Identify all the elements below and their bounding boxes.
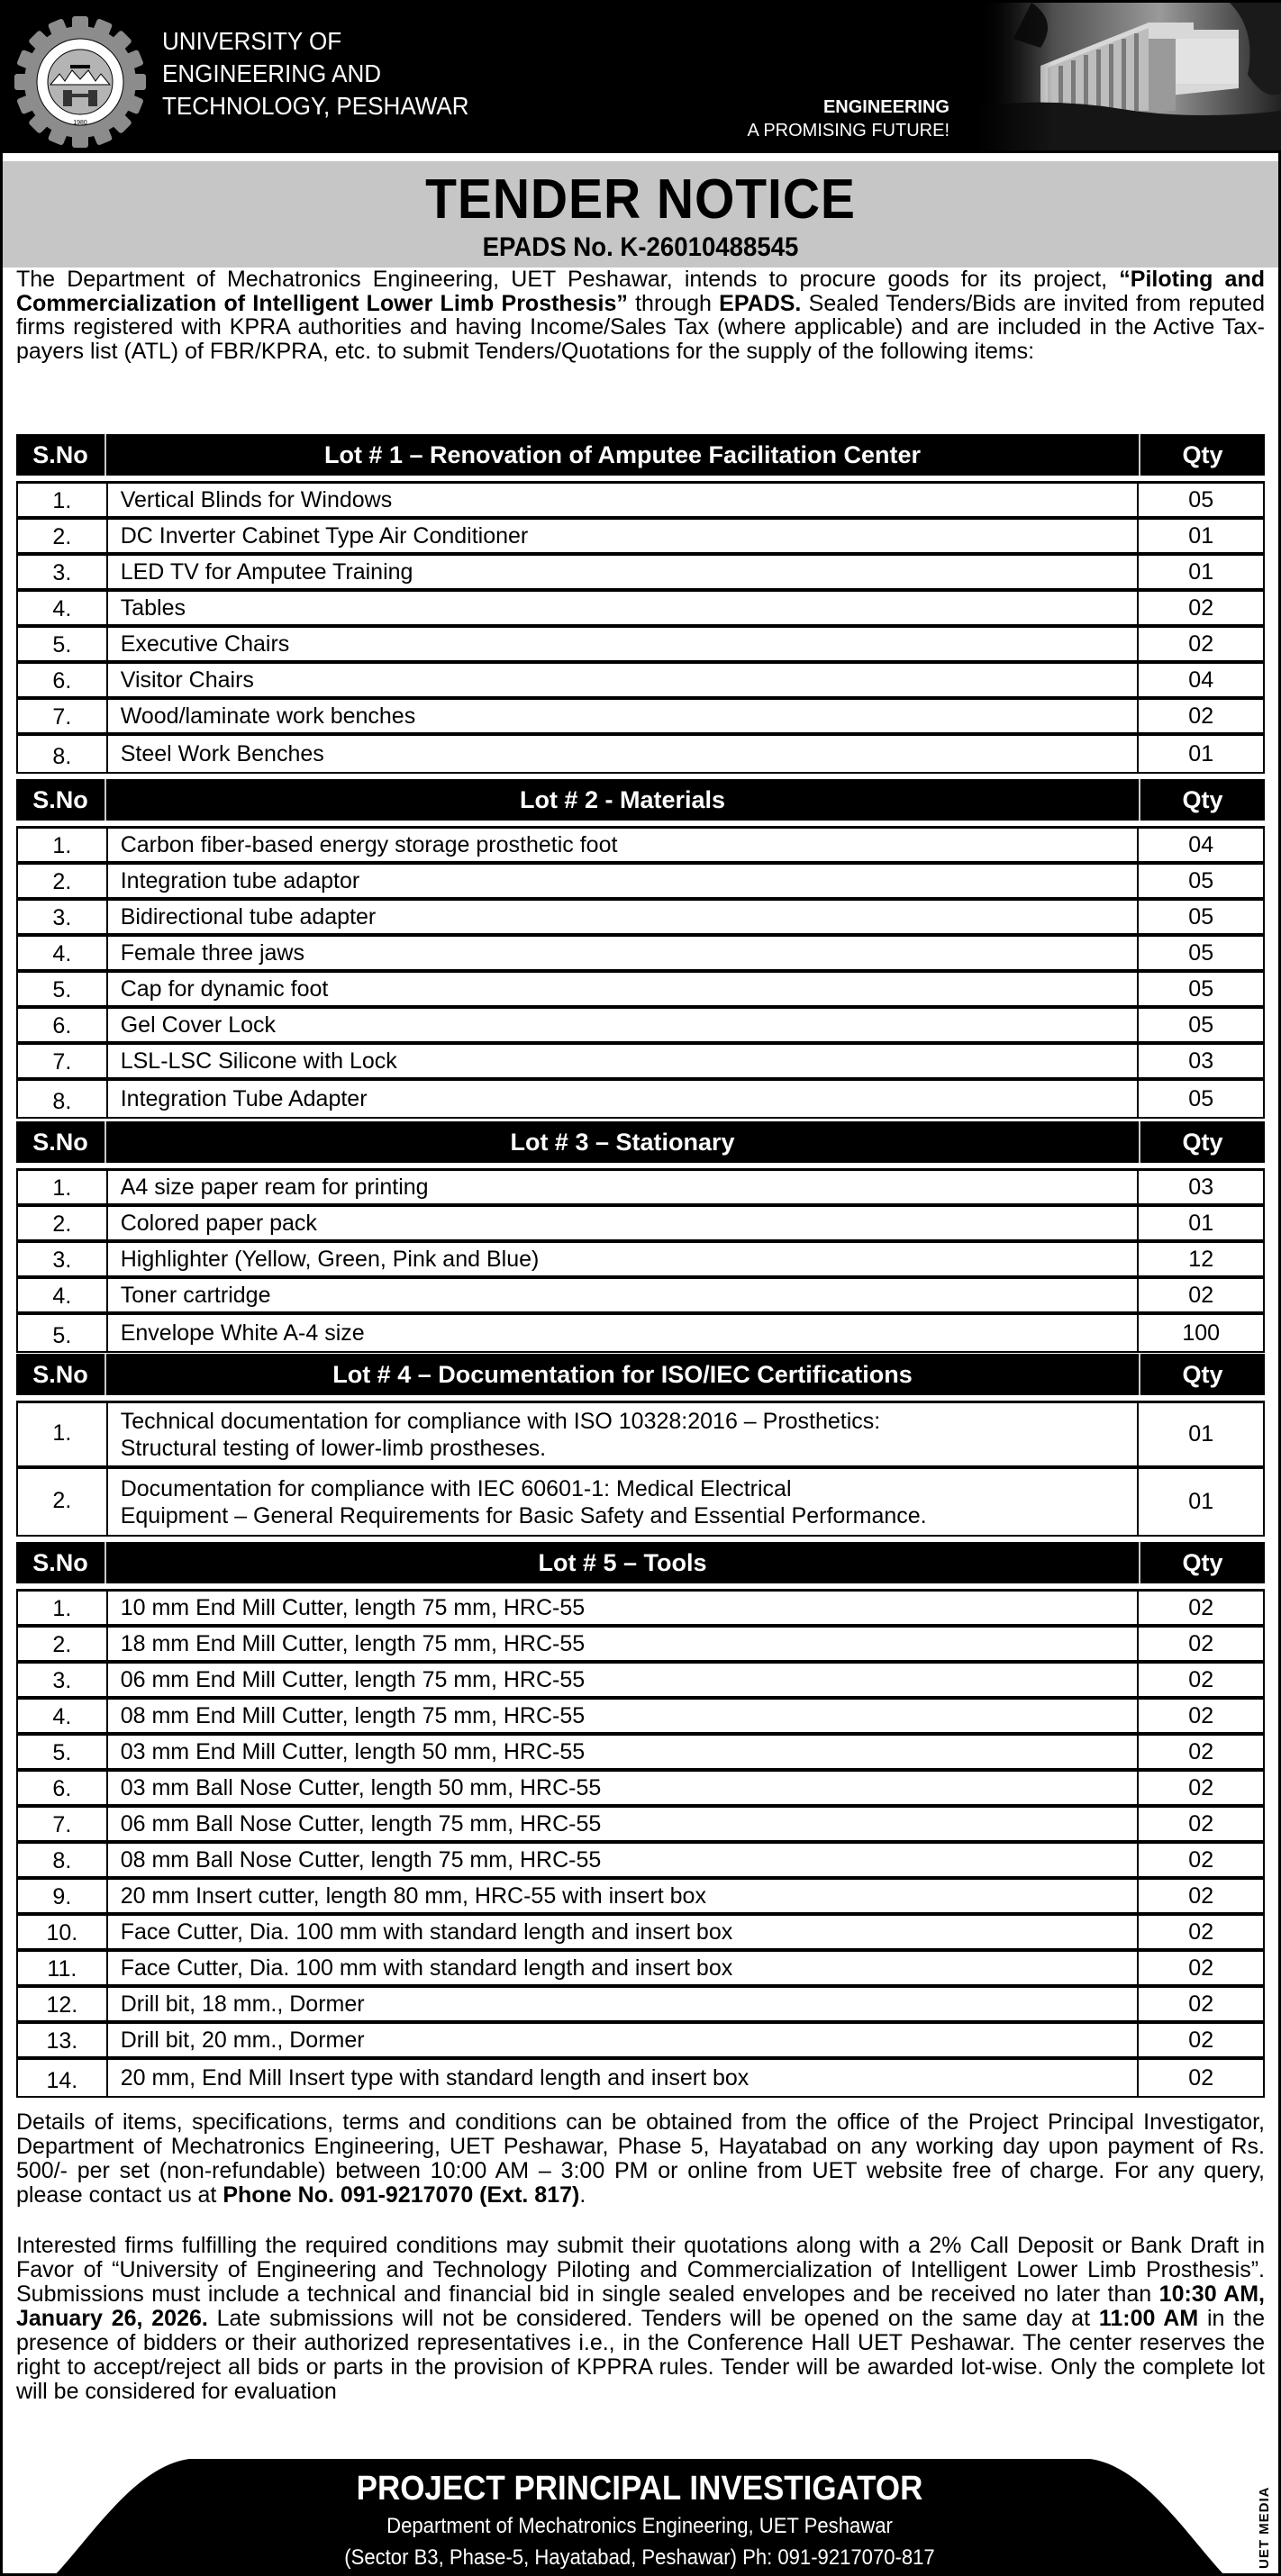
item-description: Vertical Blinds for Windows <box>108 484 1140 516</box>
item-qty: 02 <box>1188 1702 1214 1728</box>
item-description-line: Structural testing of lower-limb prostheses. <box>120 1435 547 1461</box>
lot-table-header <box>16 1542 1265 1583</box>
lot-table-header <box>16 434 1265 476</box>
submission-text: Interested firms fulfilling the required conditions may submit their quotations along with a 2% Call Deposit or Bank Draft in Favor of “University of Engineering and Technology Piloting and Commercialization of Intelligent Lower Limb Prosthesis”. Submissions must include a technical and financial bid in single sealed envelopes and be received no later than <box>16 2233 1265 2307</box>
lot-table <box>16 434 1265 774</box>
item-sno: 1. <box>18 829 108 861</box>
item-description: Steel Work Benches <box>108 736 1140 772</box>
item-qty: 05 <box>1188 867 1214 893</box>
item-sno: 3. <box>18 1664 108 1696</box>
table-row <box>18 1045 1263 1081</box>
lot-table-body <box>16 1401 1265 1537</box>
footer-banner <box>54 2448 1225 2576</box>
logo-year: 1980 <box>73 120 87 126</box>
item-qty: 01 <box>1188 558 1214 585</box>
item-description: Tables <box>108 592 1140 624</box>
item-description: 03 mm Ball Nose Cutter, length 50 mm, HRC-55 <box>108 1772 1140 1804</box>
contact-phone: Phone No. 091-9217070 (Ext. 817) <box>223 2182 580 2208</box>
item-description: Executive Chairs <box>108 628 1140 660</box>
footer-address: (Sector B3, Phase-5, Hayatabad, Peshawar) Ph: 091-9217070-817 <box>344 2545 935 2570</box>
footer-title: PROJECT PRINCIPAL INVESTIGATOR <box>356 2470 923 2508</box>
table-row <box>18 829 1263 865</box>
item-sno: 4. <box>18 937 108 969</box>
item-sno: 2. <box>18 1469 108 1535</box>
item-description: Gel Cover Lock <box>108 1009 1140 1041</box>
item-description: A4 size paper ream for printing <box>108 1171 1140 1203</box>
table-row <box>18 1880 1263 1916</box>
item-sno: 3. <box>18 901 108 933</box>
item-description: Envelope White A-4 size <box>108 1315 1140 1351</box>
item-qty: 02 <box>1188 1810 1214 1837</box>
item-sno: 2. <box>18 520 108 552</box>
item-description: Bidirectional tube adapter <box>108 901 1140 933</box>
lot-table-header <box>16 779 1265 821</box>
table-row <box>18 664 1263 700</box>
table-row <box>18 1171 1263 1207</box>
slogan <box>748 95 949 142</box>
table-row <box>18 1844 1263 1880</box>
slogan-line-1: ENGINEERING <box>822 97 949 117</box>
item-description: LED TV for Amputee Training <box>108 556 1140 588</box>
item-sno: 1. <box>18 1171 108 1203</box>
header-qty: Qty <box>1140 1121 1265 1163</box>
slogan-line-2: A PROMISING FUTURE! <box>747 121 949 141</box>
lot-table <box>16 1121 1265 1353</box>
item-description: Integration Tube Adapter <box>108 1081 1140 1117</box>
submission-text: Late submissions will not be considered. Tenders will be opened on the same day at <box>207 2306 1099 2331</box>
table-row <box>18 937 1263 973</box>
table-row <box>18 1315 1263 1351</box>
item-description: Face Cutter, Dia. 100 mm with standard length and insert box <box>108 1952 1140 1984</box>
lot-title: Lot # 1 – Renovation of Amputee Facilitation Center <box>106 434 1140 476</box>
item-description: 18 mm End Mill Cutter, length 75 mm, HRC-55 <box>108 1628 1140 1660</box>
item-sno: 8. <box>18 736 108 772</box>
table-row <box>18 1664 1263 1700</box>
table-row <box>18 1243 1263 1279</box>
header-sno: S.No <box>16 1542 106 1583</box>
item-description: Visitor Chairs <box>108 664 1140 696</box>
lot-table-body <box>16 826 1265 1119</box>
table-row <box>18 1916 1263 1952</box>
table-row <box>18 1628 1263 1664</box>
table-row <box>18 556 1263 592</box>
item-qty: 02 <box>1188 1738 1214 1764</box>
item-qty: 05 <box>1188 903 1214 930</box>
item-description <box>108 1403 1140 1465</box>
item-qty: 02 <box>1188 1774 1214 1800</box>
item-description: 06 mm Ball Nose Cutter, length 75 mm, HRC-55 <box>108 1808 1140 1840</box>
item-description: Toner cartridge <box>108 1279 1140 1311</box>
item-sno: 3. <box>18 1243 108 1275</box>
item-sno: 7. <box>18 700 108 732</box>
item-qty: 05 <box>1188 939 1214 966</box>
item-description: Face Cutter, Dia. 100 mm with standard length and insert box <box>108 1916 1140 1948</box>
lot-title: Lot # 2 - Materials <box>106 779 1140 821</box>
lot-table <box>16 1354 1265 1537</box>
table-row <box>18 736 1263 772</box>
page-title: TENDER NOTICE <box>425 168 856 231</box>
item-qty: 05 <box>1188 1085 1214 1111</box>
item-sno: 3. <box>18 556 108 588</box>
item-description: 08 mm End Mill Cutter, length 75 mm, HRC-55 <box>108 1700 1140 1732</box>
item-sno: 4. <box>18 1700 108 1732</box>
item-description: 10 mm End Mill Cutter, length 75 mm, HRC-55 <box>108 1592 1140 1624</box>
header-qty: Qty <box>1140 1542 1265 1583</box>
table-row <box>18 2060 1263 2096</box>
lot-title: Lot # 3 – Stationary <box>106 1121 1140 1163</box>
item-sno: 4. <box>18 1279 108 1311</box>
university-logo-icon <box>13 14 148 150</box>
item-qty: 02 <box>1188 1630 1214 1656</box>
item-qty: 05 <box>1188 486 1214 512</box>
item-qty: 02 <box>1188 594 1214 621</box>
item-sno: 5. <box>18 1315 108 1351</box>
table-row <box>18 592 1263 628</box>
item-sno: 6. <box>18 664 108 696</box>
item-qty: 03 <box>1188 1048 1214 1074</box>
university-name-line: ENGINEERING AND <box>162 59 382 87</box>
item-description: Cap for dynamic foot <box>108 973 1140 1005</box>
lot-table <box>16 779 1265 1119</box>
header-sno: S.No <box>16 1354 106 1395</box>
header-qty: Qty <box>1140 434 1265 476</box>
item-description: Carbon fiber-based energy storage prosthetic foot <box>108 829 1140 861</box>
lot-table-header <box>16 1354 1265 1395</box>
table-row <box>18 700 1263 736</box>
item-description: Wood/laminate work benches <box>108 700 1140 732</box>
table-row <box>18 1469 1263 1535</box>
item-qty: 05 <box>1188 1011 1214 1038</box>
item-sno: 7. <box>18 1808 108 1840</box>
details-end: . <box>579 2182 586 2208</box>
item-qty: 02 <box>1188 1991 1214 2017</box>
table-row <box>18 1403 1263 1469</box>
item-qty: 01 <box>1188 1210 1214 1236</box>
item-qty: 01 <box>1188 1421 1214 1447</box>
item-qty: 02 <box>1188 1594 1214 1620</box>
campus-building-photo <box>977 3 1281 150</box>
header-sno: S.No <box>16 434 106 476</box>
lot-title: Lot # 4 – Documentation for ISO/IEC Certifications <box>106 1354 1140 1395</box>
table-row <box>18 1592 1263 1628</box>
details-paragraph <box>16 2110 1265 2208</box>
footer-department: Department of Mechatronics Engineering, UET Peshawar <box>386 2514 893 2538</box>
item-description: Drill bit, 20 mm., Dormer <box>108 2024 1140 2056</box>
item-qty: 05 <box>1188 975 1214 1002</box>
item-sno: 6. <box>18 1009 108 1041</box>
submission-text: in the presence of bidders or their authorized representatives i.e., in the Conference Hall UET Peshawar. The center reserves the right to accept/reject all bids or parts in the provision of KPPRA rules. Tender will be awarded lot-wise. Only the complete lot will be considered for evaluation <box>16 2306 1265 2404</box>
submission-deadline: 10:30 AM, January 26, 2026. <box>16 2281 1265 2331</box>
opening-time: 11:00 AM <box>1098 2306 1199 2331</box>
item-description: Integration tube adaptor <box>108 865 1140 897</box>
table-row <box>18 520 1263 556</box>
table-row <box>18 2024 1263 2060</box>
item-qty: 04 <box>1188 831 1214 857</box>
item-qty: 03 <box>1188 1174 1214 1200</box>
item-description: Female three jaws <box>108 937 1140 969</box>
item-qty: 02 <box>1188 1282 1214 1308</box>
item-description-line: Technical documentation for compliance with ISO 10328:2016 – Prosthetics: <box>120 1408 881 1434</box>
table-row <box>18 1952 1263 1988</box>
table-row <box>18 1279 1263 1315</box>
item-qty: 100 <box>1182 1320 1221 1346</box>
item-description: 20 mm Insert cutter, length 80 mm, HRC-55 with insert box <box>108 1880 1140 1912</box>
item-description: 08 mm Ball Nose Cutter, length 75 mm, HRC-55 <box>108 1844 1140 1876</box>
table-row <box>18 1207 1263 1243</box>
item-sno: 5. <box>18 1736 108 1768</box>
table-row <box>18 901 1263 937</box>
project-name: “Piloting and Commercialization of Intelligent Lower Limb Prosthesis” <box>16 267 1265 316</box>
item-description: 03 mm End Mill Cutter, length 50 mm, HRC-55 <box>108 1736 1140 1768</box>
item-qty: 02 <box>1188 1666 1214 1692</box>
header-banner <box>0 0 1281 153</box>
uet-media-credit: UET MEDIA <box>1257 2486 1272 2569</box>
item-sno: 2. <box>18 1207 108 1239</box>
item-description: DC Inverter Cabinet Type Air Conditioner <box>108 520 1140 552</box>
lot-title: Lot # 5 – Tools <box>106 1542 1140 1583</box>
item-qty: 02 <box>1188 1955 1214 1981</box>
item-sno: 9. <box>18 1880 108 1912</box>
item-description: 06 mm End Mill Cutter, length 75 mm, HRC-55 <box>108 1664 1140 1696</box>
submission-paragraph <box>16 2234 1265 2404</box>
item-sno: 1. <box>18 1403 108 1465</box>
table-row <box>18 484 1263 520</box>
item-description: Colored paper pack <box>108 1207 1140 1239</box>
lot-table-header <box>16 1121 1265 1163</box>
table-row <box>18 1009 1263 1045</box>
item-sno: 11. <box>18 1952 108 1984</box>
title-band <box>3 161 1278 268</box>
item-sno: 8. <box>18 1844 108 1876</box>
item-description: LSL-LSC Silicone with Lock <box>108 1045 1140 1077</box>
item-sno: 2. <box>18 865 108 897</box>
item-qty: 02 <box>1188 630 1214 657</box>
item-sno: 12. <box>18 1988 108 2020</box>
epads-number: EPADS No. K-26010488545 <box>482 232 799 262</box>
lot-table-body <box>16 1168 1265 1353</box>
item-sno: 1. <box>18 1592 108 1624</box>
header-qty: Qty <box>1140 1354 1265 1395</box>
item-qty: 02 <box>1188 1846 1214 1873</box>
item-description: Highlighter (Yellow, Green, Pink and Blue) <box>108 1243 1140 1275</box>
item-description-line: Equipment – General Requirements for Basic Safety and Essential Performance. <box>120 1502 927 1528</box>
table-row <box>18 973 1263 1009</box>
header-sno: S.No <box>16 779 106 821</box>
item-qty: 01 <box>1188 522 1214 549</box>
item-qty: 01 <box>1188 740 1214 766</box>
item-sno: 5. <box>18 973 108 1005</box>
table-row <box>18 1736 1263 1772</box>
item-description <box>108 1469 1140 1535</box>
intro-text: The Department of Mechatronics Engineering, UET Peshawar, intends to procure goods for its project, <box>16 267 1120 292</box>
table-row <box>18 1808 1263 1844</box>
item-sno: 2. <box>18 1628 108 1660</box>
item-qty: 01 <box>1188 1489 1214 1514</box>
university-name-line: UNIVERSITY OF <box>162 27 342 55</box>
item-qty: 02 <box>1188 1918 1214 1945</box>
item-sno: 14. <box>18 2060 108 2096</box>
item-sno: 6. <box>18 1772 108 1804</box>
item-sno: 8. <box>18 1081 108 1117</box>
university-name-line: TECHNOLOGY, PESHAWAR <box>162 92 469 120</box>
header-qty: Qty <box>1140 779 1265 821</box>
intro-paragraph <box>16 268 1265 363</box>
item-description: 20 mm, End Mill Insert type with standard length and insert box <box>108 2060 1140 2096</box>
details-text: Details of items, specifications, terms and conditions can be obtained from the office of the Project Principal Investigator, Department of Mechatronics Engineering, UET Peshawar, Phase 5, Hayatabad on any working day upon payment of Rs. 500/- per set (non-refundable) between 10:00 AM – 3:00 PM or online from UET website free of charge. For any query, please contact us at <box>16 2109 1265 2208</box>
item-qty: 02 <box>1188 1882 1214 1909</box>
lot-table-body <box>16 481 1265 774</box>
item-description: Drill bit, 18 mm., Dormer <box>108 1988 1140 2020</box>
item-sno: 5. <box>18 628 108 660</box>
table-row <box>18 1700 1263 1736</box>
table-row <box>18 1772 1263 1808</box>
item-qty: 02 <box>1188 2064 1214 2091</box>
table-row <box>18 865 1263 901</box>
item-sno: 7. <box>18 1045 108 1077</box>
item-qty: 02 <box>1188 703 1214 729</box>
epads-label: EPADS. <box>719 290 802 316</box>
table-row <box>18 1081 1263 1117</box>
intro-text: through <box>627 290 720 316</box>
item-description-line: Documentation for compliance with IEC 60601-1: Medical Electrical <box>120 1475 792 1501</box>
table-row <box>18 628 1263 664</box>
item-qty: 04 <box>1188 667 1214 693</box>
lot-table <box>16 1542 1265 2098</box>
item-sno: 1. <box>18 484 108 516</box>
table-row <box>18 1988 1263 2024</box>
intro-text: Sealed Tenders/Bids are invited from reputed firms registered with KPRA authorities and having Income/Sales Tax (where applicable) and are included in the Active Tax-payers list (ATL) of FBR/KPRA, etc. to submit Tenders/Quotations for the supply of the following items: <box>16 290 1265 364</box>
item-qty: 02 <box>1188 2027 1214 2053</box>
header-sno: S.No <box>16 1121 106 1163</box>
item-qty: 12 <box>1188 1246 1214 1272</box>
lot-table-body <box>16 1589 1265 2098</box>
item-sno: 13. <box>18 2024 108 2056</box>
item-sno: 10. <box>18 1916 108 1948</box>
university-name <box>162 25 469 122</box>
item-sno: 4. <box>18 592 108 624</box>
